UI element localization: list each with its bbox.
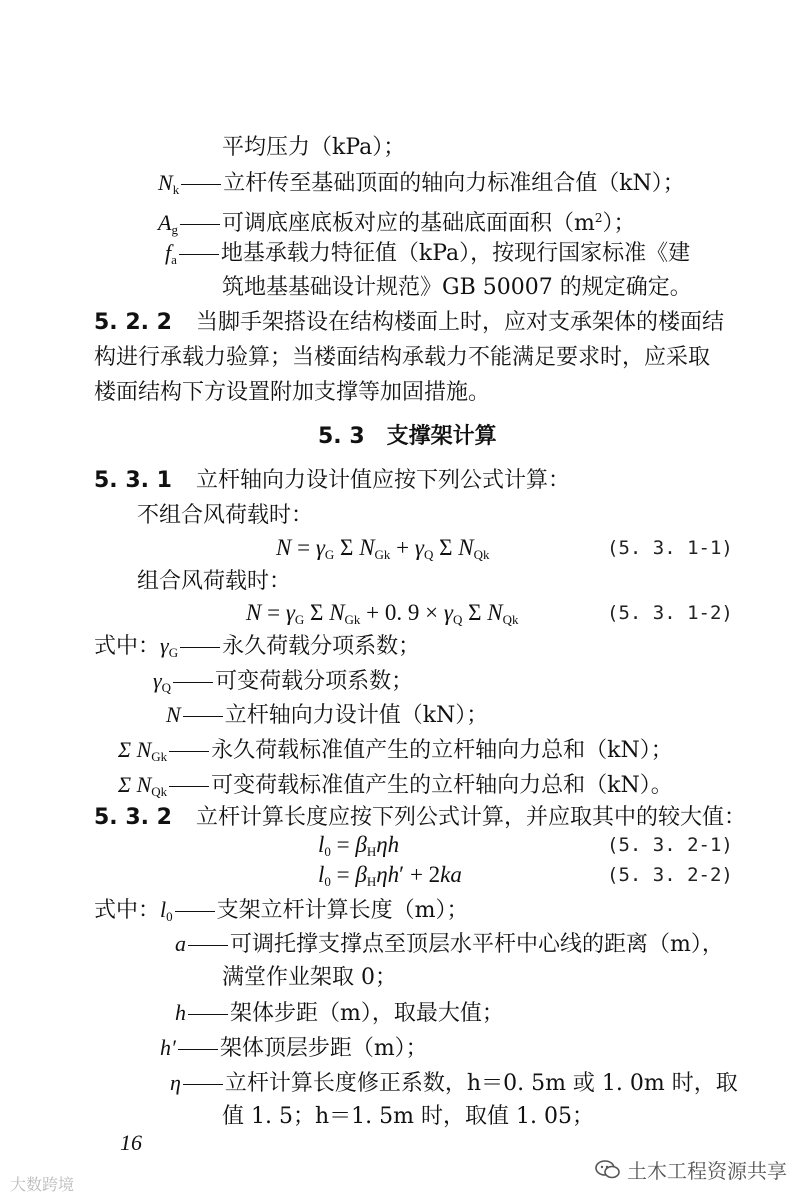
- definition-nk: $N_k$ 立杆传至基础顶面的轴向力标准组合值（kN）；: [158, 170, 685, 197]
- definition-h-prime: h′ 架体顶层步距（m）；: [160, 1035, 428, 1061]
- wechat-icon: [595, 1159, 621, 1181]
- section-heading: 5. 3 支撑架计算: [318, 424, 497, 449]
- text-line: 筑地基基础设计规范》GB 50007 的规定确定。: [222, 275, 692, 300]
- clause-5-2-2: 5. 2. 2 当脚手架搭设在结构楼面上时，应对支承架体的楼面结: [94, 310, 724, 335]
- definition-sum-nqk: Σ $N_{Qk}$ 可变荷载标准值产生的立杆轴向力总和（kN）。: [118, 772, 673, 799]
- text-line: 不组合风荷载时：: [137, 503, 314, 528]
- watermark-text: 大数跨境: [10, 1175, 75, 1194]
- dash: [181, 184, 221, 185]
- dash: [180, 224, 220, 225]
- definition-fa: $f_a$ 地基承载力特征值（kPa），按现行国家标准《建: [165, 240, 691, 267]
- watermark-text: 土木工程资源共享: [627, 1159, 787, 1183]
- clause-number: 5. 2. 2: [94, 310, 172, 335]
- clause-5-3-2: 5. 3. 2 立杆计算长度应按下列公式计算，并应取其中的较大值：: [94, 805, 746, 830]
- text-line: 平均压力（kPa）；: [222, 135, 406, 160]
- text-line: 值 1. 5；h＝1. 5m 时，取值 1. 05；: [222, 1104, 594, 1129]
- clause-5-3-1: 5. 3. 1 立杆轴向力设计值应按下列公式计算：: [94, 468, 570, 493]
- symbol: $N_k$: [158, 170, 180, 197]
- definition-gamma-g: 式中：$\gamma_G$ 永久荷载分项系数；: [94, 633, 421, 660]
- formula-5-3-2-1: $l_0 = \beta_H\eta h$: [318, 832, 400, 859]
- text-line: 楼面结构下方设置附加支撑等加固措施。: [94, 380, 491, 405]
- definition-h: h 架体步距（m），取最大值；: [175, 1000, 504, 1026]
- text-line: 组合风荷载时：: [137, 569, 292, 594]
- text-line: 满堂作业架取 0；: [222, 965, 397, 990]
- equation-number: (5. 3. 2-2): [607, 864, 733, 886]
- definition-eta: η 立杆计算长度修正系数，h＝0. 5m 或 1. 0m 时，取: [170, 1070, 738, 1096]
- clause-number: 5. 3. 1: [94, 468, 172, 493]
- formula-5-3-1-2: $N = \gamma_G$ Σ $N_{Gk} + 0$. $9 \times \gamma_Q$ Σ $N_{Qk}$: [246, 600, 519, 627]
- text-line: 构进行承载力验算；当楼面结构承载力不能满足要求时，应采取: [94, 345, 711, 370]
- definition-n: N 立杆轴向力设计值（kN）；: [166, 702, 489, 728]
- symbol: $f_a$: [165, 240, 177, 267]
- clause-number: 5. 3. 2: [94, 805, 172, 830]
- equation-number: (5. 3. 1-1): [607, 537, 733, 559]
- definition-sum-ngk: Σ $N_{Gk}$ 永久荷载标准值产生的立杆轴向力总和（kN）；: [118, 737, 673, 764]
- page-number: 16: [120, 1130, 142, 1155]
- definition-l0: 式中：$l_0$ 支架立杆计算长度（m）；: [94, 897, 469, 924]
- watermark-right: [595, 1155, 787, 1184]
- formula-5-3-2-2: $l_0 = \beta_H\eta h' + 2ka$: [318, 862, 462, 889]
- equation-number: (5. 3. 2-1): [607, 834, 733, 856]
- definition-ag: $A_g$ 可调底座底板对应的基础底面面积$(m^2)$；: [158, 210, 636, 237]
- equation-number: (5. 3. 1-2): [607, 602, 733, 624]
- definition-a: a 可调托撑支撑点至顶层水平杆中心线的距离（m），: [175, 931, 724, 957]
- formula-5-3-1-1: $N = \gamma_G$ Σ $N_{Gk} + \gamma_Q$ Σ $N_{Qk}$: [276, 535, 490, 562]
- symbol: $A_g$: [158, 210, 178, 237]
- watermark-left: [10, 1172, 74, 1195]
- dash: [179, 254, 219, 255]
- definition-gamma-q: $\gamma_Q$ 可变荷载分项系数；: [153, 668, 414, 695]
